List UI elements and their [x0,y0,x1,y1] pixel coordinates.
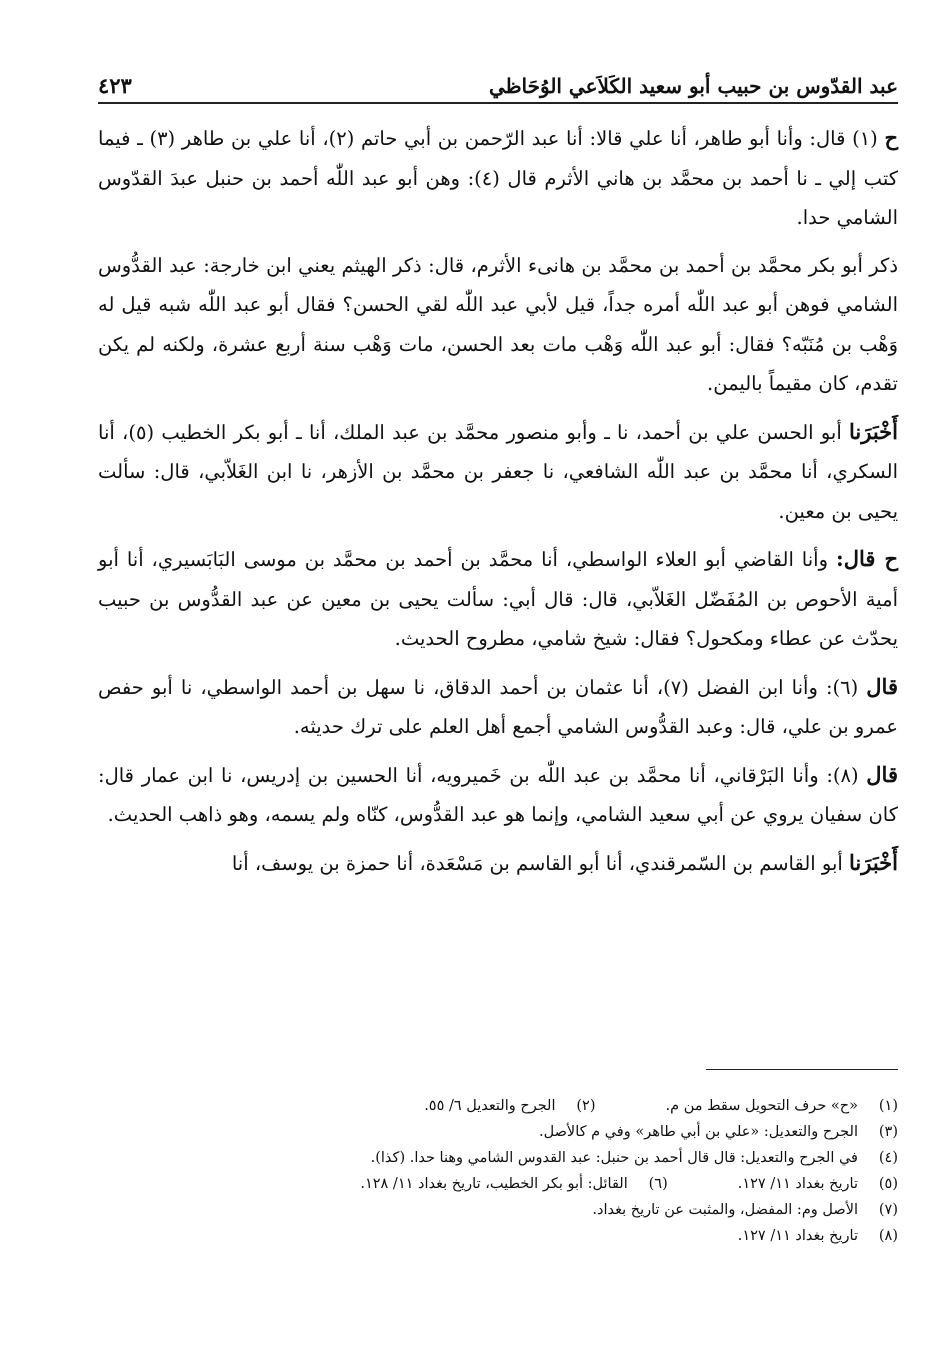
running-title: عبد القدّوس بن حبيب أبو سعيد الكَلاَعي الوُحَاظي [488,74,898,98]
paragraph-lead: قال [866,761,898,787]
footnote-number: (٢) [576,1098,596,1114]
page-number: ٤٢٣ [98,73,132,98]
footnote-number: (٨) [878,1228,898,1244]
footnotes [98,1093,898,1249]
paragraph [98,118,898,238]
paragraph-text: (٦): وأنا ابن الفضل (٧)، أنا عثمان بن أحمد الدقاق، نا سهل بن أحمد الواسطي، نا أبو حفص عمرو بن علي، قال: وعبد القدُّوس الشامي أجمع أهل العلم على ترك حديثه. [98,675,898,738]
paragraph-lead: ح [884,125,898,150]
paragraph [98,755,898,835]
paragraph [98,667,898,747]
paragraph-lead: قال [866,673,898,699]
paragraph-text: أبو القاسم بن السّمرقندي، أنا أبو القاسم بن مَسْعَدة، أنا حمزة بن يوسف، أنا [231,851,850,875]
footnote-row [98,1119,898,1145]
paragraph-text: (١) قال: وأنا أبو طاهر، أنا علي قالا: أنا عبد الرّحمن بن أبي حاتم (٢)، أنا علي بن طاهر (٣) ـ فيما كتب إلي ـ نا أحمد بن محمَّد بن هاني الأثرم قال (٤): وهن أبو عبد اللّٰه أحمد بن حنبل عبدَ القدّوس الشامي حدا. [98,127,898,229]
footnote [371,1145,898,1171]
footnote-row [98,1197,898,1223]
footnote [738,1223,898,1249]
page-header [98,64,898,104]
paragraph [98,412,898,532]
main-text [98,118,898,891]
footnote-number: (٣) [878,1124,898,1140]
footnote-row [98,1145,898,1171]
footnote [592,1197,898,1223]
footnote-row [98,1093,898,1119]
paragraph-text: ذكر أبو بكر محمَّد بن أحمد بن محمَّد بن هانىء الأثرم، قال: ذكر الهيثم يعني ابن خارجة: عبد القدُّوس الشامي فوهن أبو عبد اللّٰه أمره جداً، قيل لأبي عبد اللّٰه لقي الحسن؟ فقال أبو عبد اللّٰه شبه قيل له وَهْب بن مُنَبّه؟ فقال: أبو عبد اللّٰه وَهْب مات بعد الحسن، مات وَهْب سنة أربع عشرة، ولكنه لم يكن تقدم، كان مقيماً باليمن. [98,253,898,395]
footnote [738,1171,898,1197]
paragraph-lead: ح قال: [835,546,898,571]
paragraph-text: أبو الحسن علي بن أحمد، نا ـ وأبو منصور محمَّد بن عبد الملك، أنا ـ أبو بكر الخطيب (٥)، أنا السكري، أنا محمَّد بن عبد اللّٰه الشافعي، نا جعفر بن محمَّد بن الأزهر، نا ابن الغَلاّبي، قال: سألت يحيى بن معين. [98,420,898,523]
footnote-number: (٤) [878,1150,898,1166]
footnote-number: (١) [878,1098,898,1114]
footnote-text: تاريخ بغداد ١١/ ١٢٧. [737,1176,858,1192]
footnote-row [98,1171,898,1197]
paragraph [98,539,898,659]
footnote [666,1093,898,1119]
footnote-text: القائل: أبو بكر الخطيب، تاريخ بغداد ١١/ ١٢٨. [360,1176,628,1192]
footnote-text: في الجرح والتعديل: قال قال أحمد بن حنبل: عبد القدوس الشامي وهنا حدا. (كذا). [370,1150,858,1166]
footnote [360,1171,667,1197]
footnote-separator [706,1069,898,1070]
paragraph-lead: أَخْبَرَنا [849,849,898,875]
footnote [539,1119,898,1145]
footnote-text: الجرح والتعديل: «علي بن أبي طاهر» وفي م كالأصل. [539,1124,858,1140]
footnote-number: (٧) [878,1202,898,1218]
footnote-number: (٥) [878,1176,898,1192]
footnote-text: تاريخ بغداد ١١/ ١٢٧. [737,1228,858,1244]
footnote-number: (٦) [648,1176,668,1192]
footnote-text: «ح» حرف التحويل سقط من م. [665,1098,858,1114]
footnote-row [98,1223,898,1249]
paragraph [98,843,898,884]
paragraph-text: وأنا القاضي أبو العلاء الواسطي، أنا محمَّد بن أحمد بن محمَّد بن موسى البَابَسيري، أنا أبو أمية الأحوص بن المُفَضّل الغَلاّبي، قال: قال أبي: سألت يحيى بن معين عن عبد القدُّوس بن حبيب يحدّث عن عطاء ومكحول؟ فقال: شيخ شامي، مطروح الحديث. [98,548,898,650]
paragraph [98,246,898,404]
paragraph-text: (٨): وأنا البَرْقاني، أنا محمَّد بن عبد اللّٰه بن خَميرويه، أنا الحسين بن إدريس، نا ابن عمار قال: كان سفيان يروي عن أبي سعيد الشامي، وإنما هو عبد القدُّوس، كنّاه ولم يسمه، وهو ذاهب الحديث. [98,763,898,826]
footnote-text: الجرح والتعديل ٦/ ٥٥. [424,1098,556,1114]
footnote [424,1093,595,1119]
paragraph-lead: أَخْبَرَنا [849,418,898,444]
footnote-text: الأصل وم: المفضل، والمثبت عن تاريخ بغداد. [592,1202,858,1218]
